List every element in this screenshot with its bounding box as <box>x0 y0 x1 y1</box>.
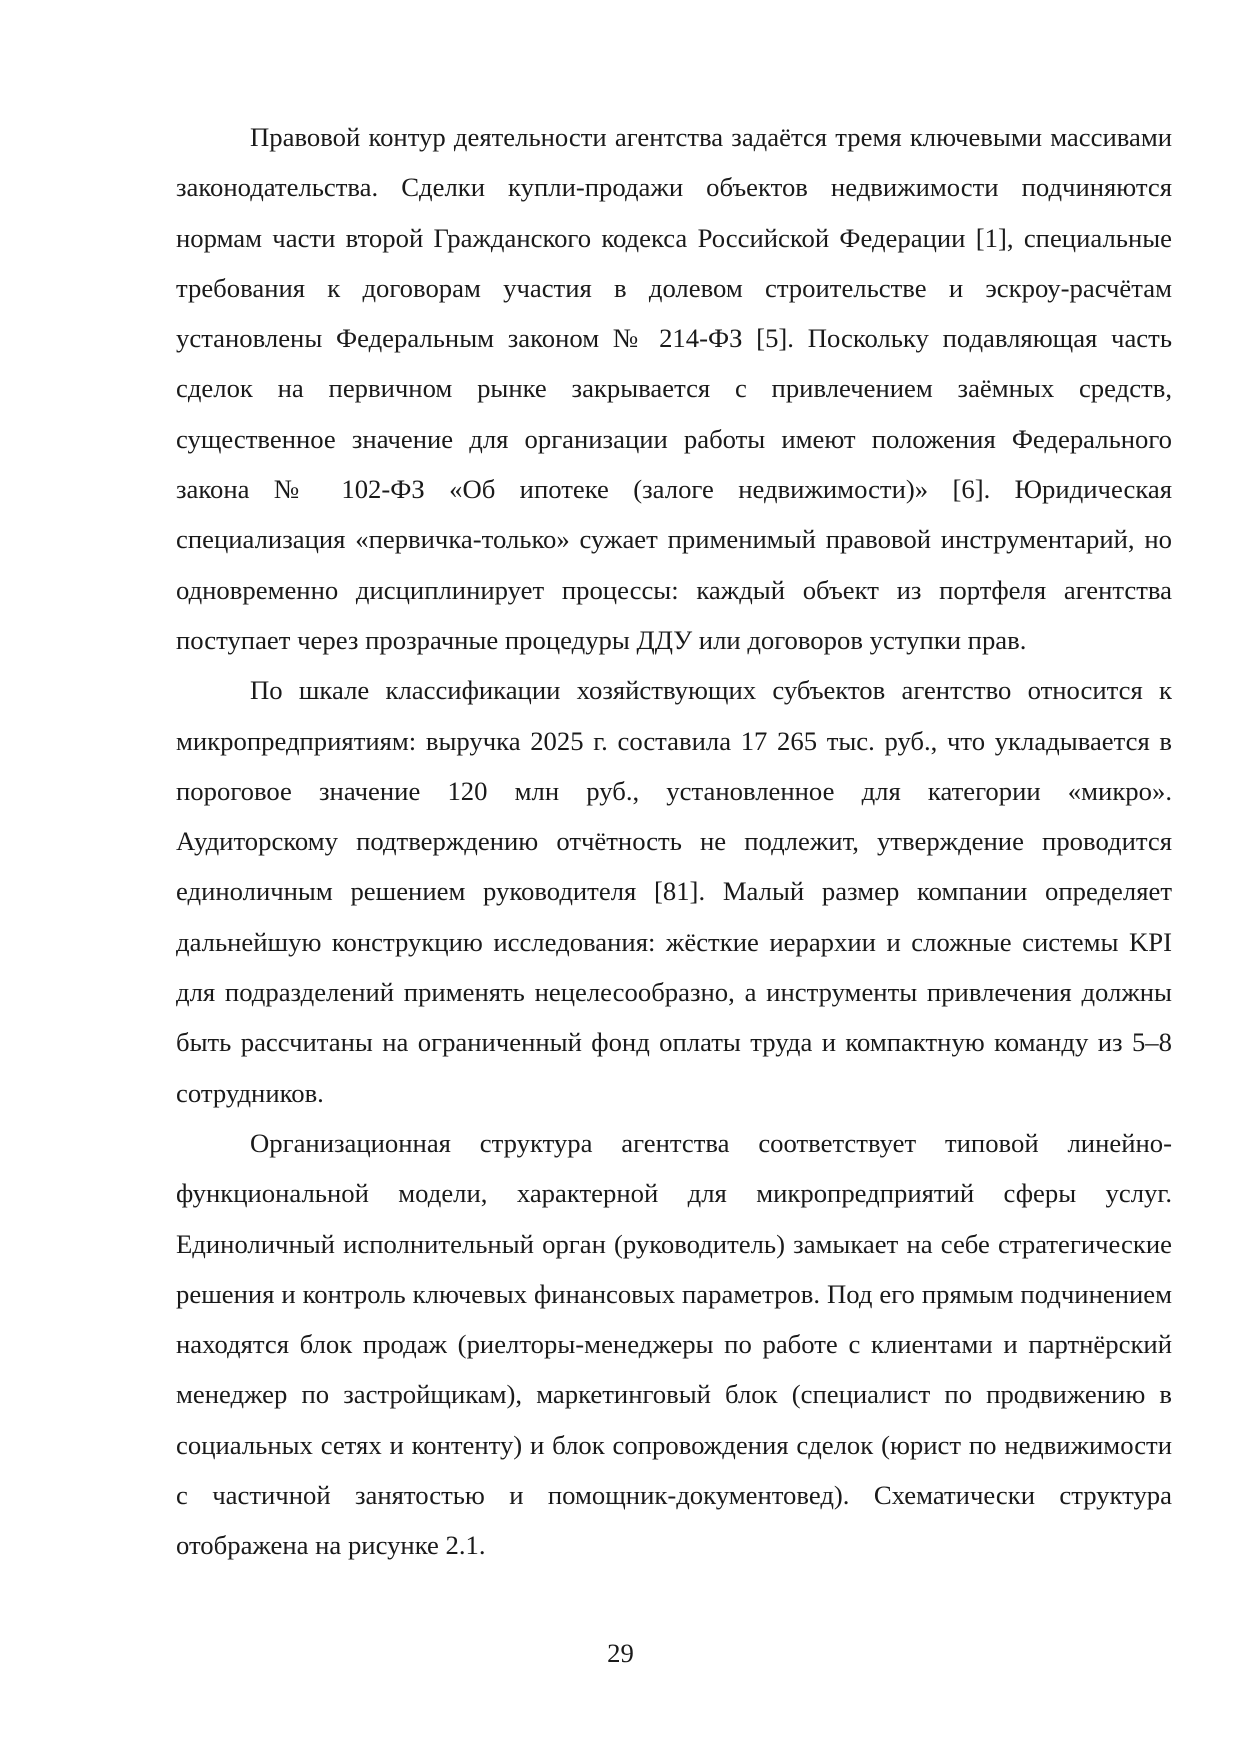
paragraph-org-structure: Организационная структура агентства соответствует типовой линейно-функциональной модели, характерной для микропредприятий сферы услуг. Единоличный исполнительный орган (руководитель) замыкает на себе стратегические решения и контроль ключевых финансовых параметров. Под его прямым подчинением находятся блок продаж (риелторы-менеджеры по работе с клиентами и партнёрский менеджер по застройщикам), маркетинговый блок (специалист по продвижению в социальных сетях и контенту) и блок сопровождения сделок (юрист по недвижимости с частичной занятостью и помощник-документовед). Схематически структура отображена на рисунке 2.1. <box>176 1127 1172 1561</box>
paragraph-company-size: По шкале классификации хозяйствующих субъектов агентство относится к микропредприятиям: выручка 2025 г. составила 17 265 тыс. руб., что укладывается в пороговое значение 120 млн руб., установленное для категории «микро». Аудиторскому подтверждению отчётность не подлежит, утверждение проводится единоличным решением руководителя [81]. Малый размер компании определяет дальнейшую конструкцию исследования: жёсткие иерархии и сложные системы KPI для подразделений применять нецелесообразно, а инструменты привлечения должны быть рассчитаны на ограниченный фонд оплаты труда и компактную команду из 5–8 сотрудников. <box>176 675 1172 1108</box>
document-body <box>176 112 1172 1571</box>
paragraph-legal-framework: Правовой контур деятельности агентства задаётся тремя ключевыми массивами законодательства. Сделки купли-продажи объектов недвижимости подчиняются нормам части второй Гражданского кодекса Российской Федерации [1], специальные требования к договорам участия в долевом строительстве и эскроу-расчётам установлены Федеральным законом № 214-ФЗ [5]. Поскольку подавляющая часть сделок на первичном рынке закрывается с привлечением заёмных средств, существенное значение для организации работы имеют положения Федерального закона № 102-ФЗ «Об ипотеке (залоге недвижимости)» [6]. Юридическая специализация «первичка-только» сужает применимый правовой инструментарий, но одновременно дисциплинирует процессы: каждый объект из портфеля агентства поступает через прозрачные процедуры ДДУ или договоров уступки прав. <box>176 122 1172 655</box>
page-number: 29 <box>607 1638 634 1668</box>
